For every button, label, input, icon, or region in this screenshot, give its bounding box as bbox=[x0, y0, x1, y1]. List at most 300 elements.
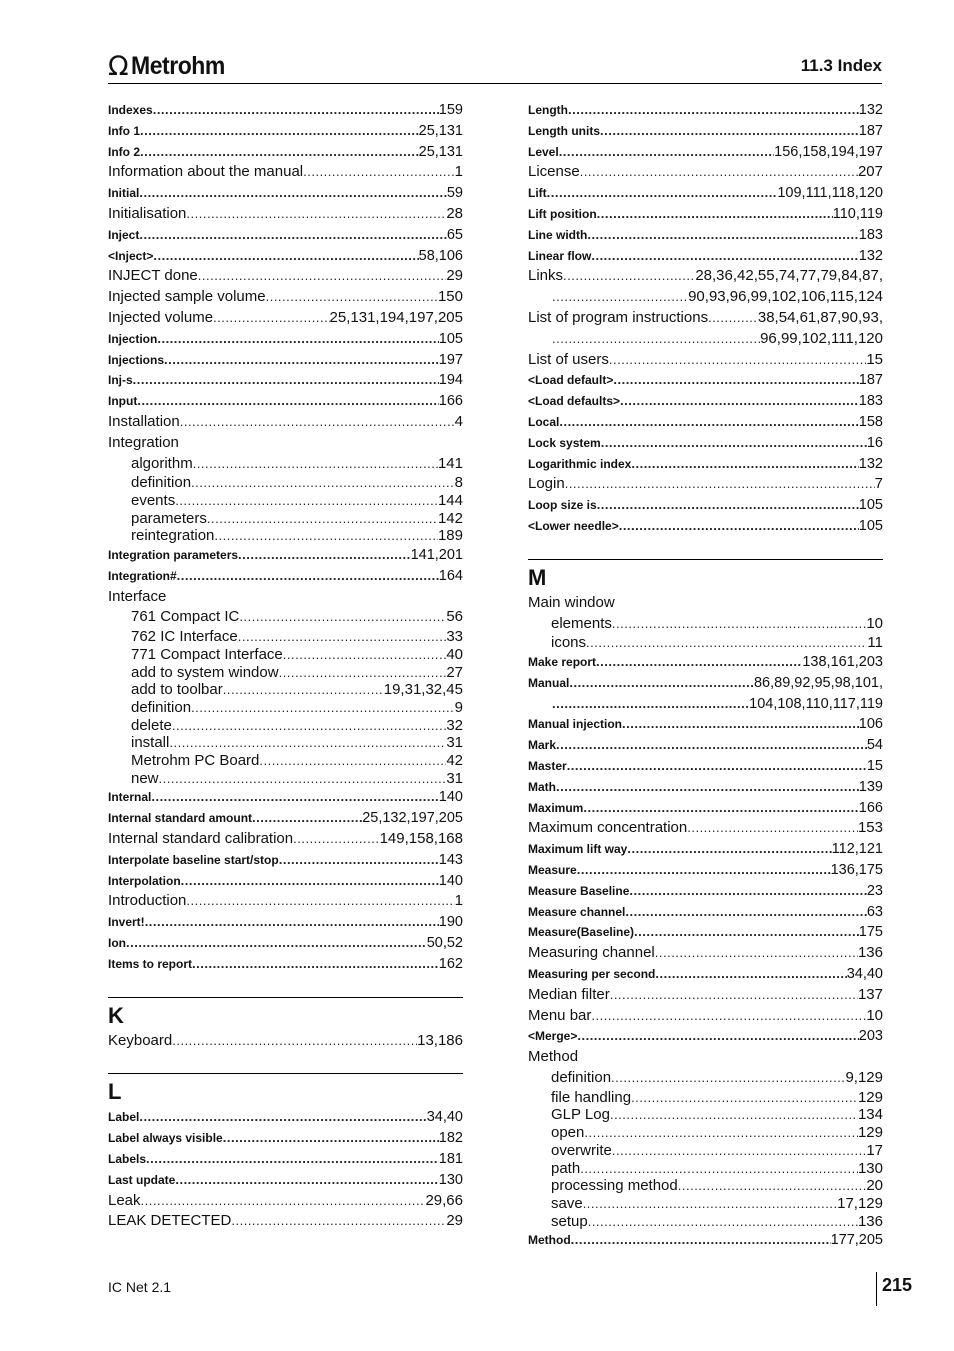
index-line bbox=[108, 162, 463, 183]
index-entry bbox=[528, 652, 883, 673]
leader-dots bbox=[283, 646, 447, 664]
index-line bbox=[528, 777, 883, 798]
index-line bbox=[528, 839, 883, 860]
index-pages: 132 bbox=[858, 455, 883, 472]
index-term: Interpolate baseline start/stop bbox=[108, 852, 279, 867]
letter-section bbox=[108, 997, 463, 1031]
index-line bbox=[528, 391, 883, 412]
index-term: definition bbox=[131, 699, 192, 717]
index-term: Label bbox=[108, 1110, 140, 1125]
index-term: Internal standard calibration bbox=[108, 830, 294, 848]
index-term: Login bbox=[528, 475, 565, 493]
index-pages: 159 bbox=[438, 102, 463, 118]
index-entry bbox=[528, 350, 883, 371]
index-term: LEAK DETECTED bbox=[108, 1212, 232, 1230]
index-pages: 136 bbox=[857, 1212, 883, 1230]
index-term: GLP Log bbox=[551, 1106, 610, 1124]
leader-dots bbox=[563, 266, 695, 287]
index-line bbox=[528, 1026, 883, 1047]
index-line bbox=[528, 694, 883, 715]
index-pages: 40 bbox=[446, 645, 463, 663]
leader-dots bbox=[556, 735, 867, 756]
index-term: open bbox=[551, 1124, 585, 1142]
leader-dots bbox=[655, 943, 858, 964]
index-line bbox=[528, 922, 883, 943]
index-entry bbox=[528, 818, 883, 839]
index-line bbox=[108, 545, 463, 566]
index-entry bbox=[528, 162, 883, 183]
index-term: Integration bbox=[108, 433, 179, 451]
index-pages: 65 bbox=[446, 226, 463, 243]
leader-dots bbox=[180, 412, 455, 433]
footer-product: IC Net 2.1 bbox=[108, 1279, 172, 1295]
index-term: Info 1 bbox=[108, 123, 140, 138]
index-line bbox=[528, 964, 883, 985]
index-pages: 109,111,118,120 bbox=[777, 185, 883, 202]
leader-dots bbox=[556, 777, 859, 798]
subentry-list bbox=[528, 614, 883, 652]
index-term: List of users bbox=[528, 350, 609, 368]
index-term: algorithm bbox=[131, 454, 193, 472]
index-pages: 183 bbox=[858, 393, 883, 410]
index-line bbox=[551, 634, 883, 652]
leader-dots bbox=[565, 474, 875, 495]
index-line bbox=[528, 714, 883, 735]
index-line bbox=[131, 664, 463, 682]
leader-dots bbox=[610, 1106, 858, 1124]
leader-dots bbox=[655, 964, 846, 985]
index-column-left bbox=[108, 100, 463, 1232]
index-pages: 29 bbox=[446, 1212, 463, 1230]
index-pages: 1 bbox=[454, 892, 463, 910]
leader-dots bbox=[153, 246, 418, 267]
index-term: <Load default> bbox=[528, 373, 614, 388]
leader-dots bbox=[586, 634, 867, 652]
index-pages: 197 bbox=[438, 351, 463, 368]
index-term: <Load defaults> bbox=[528, 394, 621, 409]
index-pages: 149,158,168 bbox=[379, 830, 463, 848]
index-pages: 203 bbox=[858, 1028, 883, 1045]
index-term: Lift bbox=[528, 186, 547, 201]
index-entry bbox=[108, 808, 463, 829]
index-pages: 31 bbox=[446, 769, 463, 787]
leader-dots bbox=[223, 1128, 439, 1149]
index-term: Measuring per second bbox=[528, 966, 656, 981]
index-term: Integration parameters bbox=[108, 548, 239, 563]
index-term: Mark bbox=[528, 738, 557, 753]
leader-dots bbox=[266, 287, 438, 308]
leader-dots bbox=[151, 787, 438, 808]
leader-dots bbox=[157, 329, 438, 350]
leader-dots bbox=[177, 566, 439, 587]
index-term: Length bbox=[528, 103, 568, 117]
index-line bbox=[108, 329, 463, 350]
section-letter: M bbox=[528, 564, 547, 590]
index-term: delete bbox=[131, 716, 172, 734]
index-term: Maximum lift way bbox=[528, 842, 628, 857]
index-line bbox=[108, 370, 463, 391]
index-pages: 10 bbox=[866, 1006, 883, 1024]
index-entry bbox=[108, 183, 463, 204]
index-pages: 32 bbox=[446, 716, 463, 734]
index-term: Measure channel bbox=[528, 904, 626, 919]
index-line bbox=[528, 1006, 883, 1027]
index-pages: 129 bbox=[857, 1088, 883, 1106]
index-pages: 181 bbox=[438, 1151, 463, 1168]
index-term: Labels bbox=[108, 1152, 147, 1167]
index-entry bbox=[108, 545, 463, 566]
index-entry bbox=[528, 433, 883, 454]
index-pages: 54 bbox=[866, 737, 883, 754]
index-line bbox=[528, 902, 883, 923]
index-pages: 187 bbox=[858, 372, 883, 389]
index-pages: 96,99,102,111,120 bbox=[760, 329, 883, 347]
index-pages: 141 bbox=[437, 454, 463, 472]
index-line bbox=[108, 142, 463, 163]
index-entry bbox=[108, 912, 463, 933]
index-line bbox=[108, 850, 463, 871]
leader-dots bbox=[279, 664, 447, 682]
index-line bbox=[551, 1213, 883, 1231]
index-term: Label always visible bbox=[108, 1131, 223, 1146]
index-pages: 50,52 bbox=[426, 935, 463, 952]
index-line bbox=[528, 308, 883, 329]
index-entry bbox=[108, 121, 463, 142]
leader-dots bbox=[584, 1124, 858, 1142]
leader-dots bbox=[591, 246, 858, 267]
index-line bbox=[551, 1124, 883, 1142]
index-line bbox=[108, 412, 463, 433]
index-entry bbox=[108, 850, 463, 871]
index-term: List of program instructions bbox=[528, 308, 709, 326]
leader-dots bbox=[186, 204, 446, 225]
index-pages: 150 bbox=[437, 288, 463, 306]
leader-dots bbox=[583, 798, 858, 819]
leader-dots bbox=[622, 714, 859, 735]
index-line bbox=[528, 516, 883, 537]
index-entry bbox=[108, 225, 463, 246]
index-entry bbox=[528, 902, 883, 923]
index-term: parameters bbox=[131, 509, 207, 527]
leader-dots bbox=[577, 1026, 858, 1047]
leader-dots bbox=[547, 183, 778, 204]
index-entry bbox=[528, 308, 883, 350]
index-pages: 187 bbox=[858, 122, 883, 139]
index-pages: 142 bbox=[437, 509, 463, 527]
index-pages: 58,106 bbox=[418, 247, 463, 264]
index-line bbox=[108, 933, 463, 954]
index-term: Measure(Baseline) bbox=[528, 925, 635, 940]
index-entry bbox=[108, 391, 463, 412]
index-pages: 63 bbox=[866, 903, 883, 920]
index-entry bbox=[108, 412, 463, 433]
index-line bbox=[551, 1177, 883, 1195]
index-entry bbox=[108, 266, 463, 287]
index-entry bbox=[108, 350, 463, 371]
leader-dots bbox=[631, 454, 858, 475]
index-entry bbox=[108, 891, 463, 912]
index-pages: 112,121 bbox=[831, 841, 883, 858]
index-pages: 158 bbox=[858, 413, 883, 430]
index-line bbox=[528, 142, 883, 163]
leader-dots bbox=[145, 912, 439, 933]
index-entry bbox=[528, 391, 883, 412]
index-line bbox=[108, 121, 463, 142]
index-entry bbox=[528, 204, 883, 225]
index-term: INJECT done bbox=[108, 267, 198, 285]
index-term: add to system window bbox=[131, 663, 279, 681]
index-line bbox=[551, 1068, 883, 1089]
leader-dots bbox=[571, 1230, 831, 1251]
index-pages: 162 bbox=[438, 955, 463, 972]
index-pages: 34,40 bbox=[426, 1109, 463, 1126]
index-term: <Merge> bbox=[528, 1029, 578, 1044]
index-entry bbox=[528, 225, 883, 246]
leader-dots bbox=[597, 495, 859, 516]
index-heading bbox=[528, 1047, 883, 1068]
index-line bbox=[108, 287, 463, 308]
leader-dots bbox=[191, 699, 455, 717]
index-term: Measure bbox=[528, 862, 577, 877]
index-term: Linear flow bbox=[528, 248, 592, 263]
index-term: reintegration bbox=[131, 527, 215, 545]
index-line bbox=[551, 1142, 883, 1160]
leader-dots bbox=[597, 204, 833, 225]
leader-dots bbox=[175, 1170, 438, 1191]
index-entry bbox=[108, 100, 463, 121]
index-pages: 105 bbox=[438, 330, 463, 347]
index-term: Logarithmic index bbox=[528, 456, 632, 471]
index-term: Line width bbox=[528, 227, 588, 242]
index-entry bbox=[108, 954, 463, 975]
index-entry bbox=[108, 308, 463, 329]
index-pages: 19,31,32,45 bbox=[383, 681, 463, 699]
index-entry bbox=[528, 798, 883, 819]
index-pages: 28,36,42,55,74,77,79,84,87, bbox=[695, 267, 883, 285]
leader-dots bbox=[172, 717, 446, 735]
index-line bbox=[108, 808, 463, 829]
index-line bbox=[108, 183, 463, 204]
leader-dots bbox=[580, 1160, 858, 1178]
index-pages: 15 bbox=[866, 758, 883, 774]
leader-dots bbox=[137, 391, 438, 412]
index-line bbox=[108, 308, 463, 329]
index-line bbox=[108, 912, 463, 933]
leader-dots bbox=[159, 770, 447, 788]
index-term: <Inject> bbox=[108, 248, 154, 263]
index-term: Input bbox=[108, 394, 138, 409]
index-entry bbox=[108, 787, 463, 808]
leader-dots bbox=[613, 370, 858, 391]
letter-section bbox=[528, 559, 883, 593]
header-rule bbox=[108, 83, 882, 84]
index-entry bbox=[108, 933, 463, 954]
leader-dots bbox=[588, 1213, 858, 1231]
index-term: Math bbox=[528, 779, 556, 794]
subentry-list bbox=[528, 1068, 883, 1230]
index-entry bbox=[108, 1107, 463, 1128]
leader-dots bbox=[193, 454, 438, 475]
index-line bbox=[108, 1149, 463, 1170]
index-entry bbox=[108, 1128, 463, 1149]
page-number: 215 bbox=[882, 1275, 913, 1295]
index-entry bbox=[528, 246, 883, 267]
index-pages: 166 bbox=[858, 799, 883, 816]
leader-dots bbox=[223, 681, 384, 699]
index-pages: 25,131,194,197,205 bbox=[329, 308, 463, 326]
index-line bbox=[528, 100, 883, 121]
index-entry bbox=[528, 593, 883, 652]
index-term: Last update bbox=[108, 1172, 176, 1187]
index-pages: 9,129 bbox=[845, 1068, 883, 1086]
index-line bbox=[131, 699, 463, 717]
index-entry bbox=[528, 474, 883, 495]
index-term: save bbox=[551, 1194, 583, 1212]
omega-logo-icon: Ω bbox=[108, 50, 129, 82]
index-line bbox=[108, 225, 463, 246]
leader-dots bbox=[687, 818, 858, 839]
index-heading bbox=[108, 587, 463, 608]
section-title: 11.3 Index bbox=[800, 56, 882, 75]
index-term: path bbox=[551, 1159, 581, 1177]
leader-dots bbox=[175, 492, 438, 510]
leader-dots bbox=[139, 183, 447, 204]
index-pages: 25,131 bbox=[418, 122, 463, 139]
index-pages: 138,161,203 bbox=[802, 654, 883, 671]
index-term: Manual injection bbox=[528, 717, 623, 732]
index-term: Loop size is bbox=[528, 498, 597, 513]
index-line bbox=[528, 474, 883, 495]
index-entry bbox=[528, 985, 883, 1006]
leader-dots bbox=[612, 614, 866, 635]
index-line bbox=[131, 752, 463, 770]
index-entry bbox=[528, 412, 883, 433]
index-entry bbox=[108, 204, 463, 225]
index-term: Ion bbox=[108, 936, 126, 951]
index-pages: 183 bbox=[858, 226, 883, 243]
leader-dots bbox=[213, 308, 329, 329]
index-term: Injection bbox=[108, 331, 158, 346]
index-term: processing method bbox=[551, 1177, 678, 1195]
index-term: Injected sample volume bbox=[108, 288, 266, 306]
index-term: Leak bbox=[108, 1191, 141, 1209]
index-pages: 189 bbox=[437, 527, 463, 545]
section-rule bbox=[108, 997, 463, 998]
index-term: Injections bbox=[108, 352, 165, 367]
leader-dots bbox=[629, 881, 866, 902]
index-entry bbox=[528, 839, 883, 860]
index-pages: 140 bbox=[438, 789, 463, 806]
metrohm-logo bbox=[108, 52, 233, 80]
index-entry bbox=[108, 1170, 463, 1191]
index-heading bbox=[528, 593, 883, 614]
index-entry bbox=[108, 1211, 463, 1232]
index-pages: 9 bbox=[454, 699, 463, 717]
index-term: Method bbox=[528, 1048, 579, 1066]
leader-dots bbox=[601, 433, 867, 454]
index-line bbox=[108, 566, 463, 587]
leader-dots bbox=[552, 287, 688, 308]
leader-dots bbox=[140, 121, 419, 142]
leader-dots bbox=[239, 607, 446, 628]
leader-dots bbox=[181, 871, 439, 892]
index-line bbox=[108, 1128, 463, 1149]
index-entry bbox=[108, 566, 463, 587]
index-term: file handling bbox=[551, 1088, 632, 1106]
index-pages: 17,129 bbox=[837, 1194, 883, 1212]
index-line bbox=[528, 433, 883, 454]
index-line bbox=[528, 943, 883, 964]
leader-dots bbox=[580, 162, 858, 183]
index-pages: 27 bbox=[446, 663, 463, 681]
leader-dots bbox=[238, 545, 411, 566]
page-header bbox=[108, 48, 882, 84]
index-term: Injected volume bbox=[108, 308, 214, 326]
index-line bbox=[528, 652, 883, 673]
leader-dots bbox=[259, 752, 446, 770]
index-pages: 4 bbox=[454, 412, 463, 430]
index-line bbox=[131, 510, 463, 528]
index-line bbox=[528, 350, 883, 371]
index-entry bbox=[108, 1149, 463, 1170]
index-term: Main window bbox=[528, 593, 615, 611]
index-pages: 42 bbox=[446, 752, 463, 770]
index-pages: 15 bbox=[866, 350, 883, 368]
index-term: Measuring channel bbox=[528, 944, 655, 962]
index-pages: 29,66 bbox=[425, 1191, 463, 1209]
index-pages: 190 bbox=[438, 914, 463, 931]
index-pages: 28 bbox=[446, 204, 463, 222]
index-entry bbox=[108, 1191, 463, 1212]
index-line bbox=[108, 391, 463, 412]
index-line bbox=[108, 266, 463, 287]
leader-dots bbox=[139, 225, 447, 246]
index-pages: 104,108,110,117,119 bbox=[749, 695, 883, 712]
index-line bbox=[528, 881, 883, 902]
index-pages: 25,131 bbox=[418, 143, 463, 160]
index-pages: 38,54,61,87,90,93, bbox=[757, 308, 883, 326]
index-line bbox=[131, 717, 463, 735]
index-line bbox=[528, 329, 883, 350]
index-line bbox=[131, 770, 463, 788]
index-pages: 10 bbox=[866, 614, 883, 632]
index-line bbox=[551, 1195, 883, 1213]
index-term: Interface bbox=[108, 587, 167, 605]
leader-dots bbox=[146, 1149, 439, 1170]
index-pages: 29 bbox=[446, 267, 463, 285]
leader-dots bbox=[619, 516, 859, 537]
leader-dots bbox=[141, 1191, 426, 1212]
index-pages: 1 bbox=[454, 163, 463, 181]
leader-dots bbox=[625, 902, 866, 923]
index-pages: 166 bbox=[438, 393, 463, 410]
index-term: License bbox=[528, 163, 580, 181]
index-entry bbox=[528, 142, 883, 163]
index-line bbox=[131, 628, 463, 646]
index-pages: 56 bbox=[446, 608, 463, 626]
index-line bbox=[528, 121, 883, 142]
index-entry bbox=[108, 329, 463, 350]
index-line bbox=[108, 204, 463, 225]
index-pages: 132 bbox=[858, 247, 883, 264]
leader-dots bbox=[279, 850, 439, 871]
leader-dots bbox=[139, 1107, 426, 1128]
index-term: definition bbox=[131, 474, 192, 492]
leader-dots bbox=[133, 370, 439, 391]
leader-dots bbox=[207, 510, 438, 528]
leader-dots bbox=[140, 142, 419, 163]
index-line bbox=[528, 860, 883, 881]
